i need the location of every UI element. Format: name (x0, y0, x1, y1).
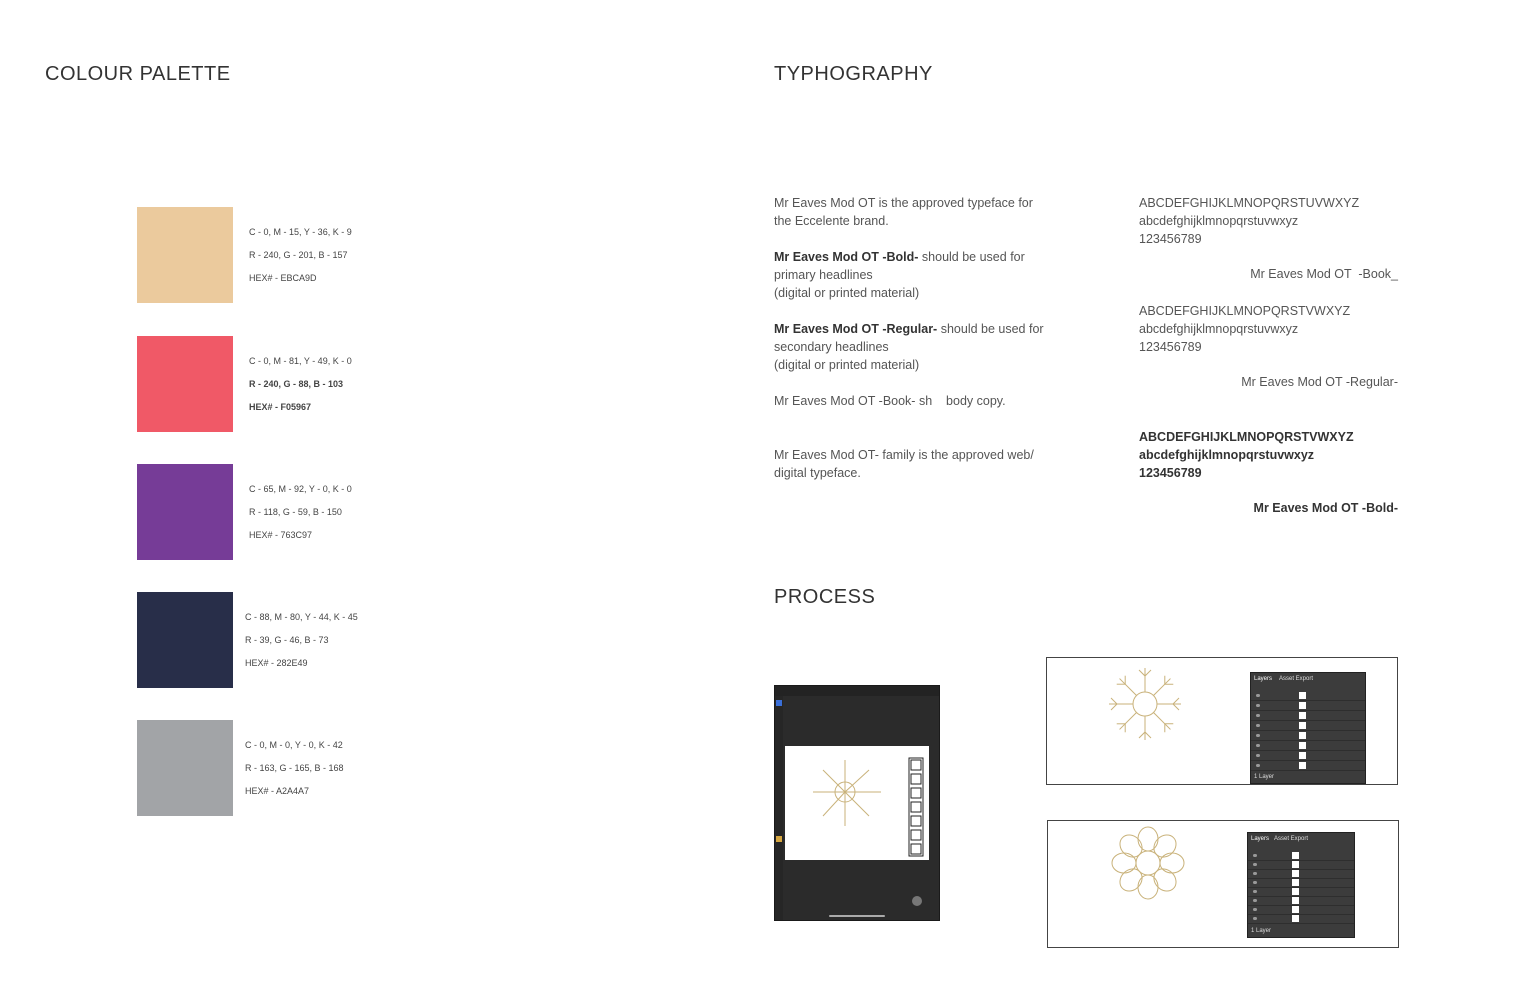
tool-icon (776, 836, 782, 842)
colour-swatch (137, 207, 233, 303)
specimen-label: Mr Eaves Mod OT -Regular- (1241, 375, 1398, 389)
bold-weight-desc: (digital or printed material) (774, 286, 920, 300)
layers-tab: Layers (1254, 676, 1273, 682)
layer-row (1251, 761, 1365, 771)
swatch-rgb: R - 118, G - 59, B - 150 (249, 507, 342, 517)
swatch-rgb: R - 163, G - 165, B - 168 (245, 763, 344, 773)
layer-count: 1 Layer (1251, 928, 1272, 934)
specimen-bold (1139, 428, 1354, 482)
swatch-cmyk: C - 0, M - 0, Y - 0, K - 42 (245, 740, 343, 750)
tablet-canvas (785, 746, 929, 860)
snowflake-sketch-icon (785, 746, 929, 860)
colour-swatch (137, 464, 233, 560)
swatch-hex: HEX# - EBCA9D (249, 273, 317, 283)
bold-weight-name: Mr Eaves Mod OT -Bold- (774, 250, 919, 264)
swatch-hex: HEX# - F05967 (249, 402, 312, 412)
specimen-book (1139, 194, 1359, 248)
specimen-label: Mr Eaves Mod OT -Bold- (1253, 501, 1398, 515)
layer-row (1251, 731, 1365, 741)
swatch-cmyk: C - 0, M - 15, Y - 36, K - 9 (249, 227, 352, 237)
tablet-screenshot (774, 685, 940, 921)
layer-row (1251, 751, 1365, 761)
layers-panel (1250, 672, 1366, 784)
layers-panel (1247, 832, 1355, 938)
layers-tab: Layers (1251, 836, 1270, 842)
web-typeface-line: digital typeface. (774, 466, 861, 480)
layer-count: 1 Layer (1254, 774, 1275, 780)
layer-row (1251, 701, 1365, 711)
specimen-digits: 123456789 (1139, 466, 1202, 480)
flower-pattern-icon (1110, 825, 1186, 901)
swatch-info (245, 734, 344, 803)
specimen-digits: 123456789 (1139, 232, 1202, 246)
swatch-hex: HEX# - A2A4A7 (245, 786, 310, 796)
process-heading: PROCESS (774, 586, 876, 608)
swatch-info (249, 350, 352, 419)
asset-export-tab: Asset Export (1279, 676, 1314, 682)
bold-weight-desc: should be used for (918, 250, 1025, 264)
specimen-label: Mr Eaves Mod OT -Book_ (1250, 267, 1398, 281)
layer-row (1251, 741, 1365, 751)
colour-swatch (137, 592, 233, 688)
process-frame-1 (1046, 657, 1398, 785)
specimen-uppercase: ABCDEFGHIJKLMNOPQRSTVWXYZ (1139, 304, 1351, 318)
snowflake-outline-icon (1103, 662, 1187, 746)
specimen-regular (1139, 302, 1350, 356)
swatch-hex: HEX# - 763C97 (249, 530, 313, 540)
colour-swatch (137, 336, 233, 432)
layer-list (1248, 851, 1354, 929)
tablet-home-bar (829, 915, 885, 917)
asset-export-tab: Asset Export (1274, 836, 1309, 842)
swatch-rgb: R - 39, G - 46, B - 73 (245, 635, 329, 645)
web-typeface-line: Mr Eaves Mod OT- family is the approved web/ (774, 448, 1034, 462)
specimen-uppercase: ABCDEFGHIJKLMNOPQRSTVWXYZ (1139, 430, 1354, 444)
regular-weight-desc: (digital or printed material) (774, 358, 920, 372)
layer-row (1248, 914, 1354, 924)
swatch-rgb: R - 240, G - 201, B - 157 (249, 250, 348, 260)
regular-weight-name: Mr Eaves Mod OT -Regular- (774, 322, 938, 336)
regular-weight-desc: should be used for (937, 322, 1044, 336)
colour-swatch (137, 720, 233, 816)
intro-line: Mr Eaves Mod OT is the approved typeface for (774, 196, 1033, 210)
typography-description (774, 194, 1074, 482)
swatch-cmyk: C - 0, M - 81, Y - 49, K - 0 (249, 356, 352, 366)
regular-weight-desc: secondary headlines (774, 340, 889, 354)
specimen-uppercase: ABCDEFGHIJKLMNOPQRSTUVWXYZ (1139, 196, 1360, 210)
swatch-cmyk: C - 88, M - 80, Y - 44, K - 45 (245, 612, 358, 622)
colour-palette-heading: COLOUR PALETTE (45, 63, 231, 85)
swatch-hex: HEX# - 282E49 (245, 658, 308, 668)
specimen-lowercase: abcdefghijklmnopqrstuvwxyz (1139, 214, 1299, 228)
swatch-rgb: R - 240, G - 88, B - 103 (249, 379, 344, 389)
tablet-tool-strip (775, 696, 783, 920)
specimen-digits: 123456789 (1139, 340, 1202, 354)
swatch-info (249, 221, 352, 290)
layer-row (1251, 691, 1365, 701)
process-frame-2 (1047, 820, 1399, 948)
layer-row (1251, 711, 1365, 721)
tablet-toolbar (775, 686, 939, 696)
specimen-lowercase: abcdefghijklmnopqrstuvwxyz (1139, 322, 1299, 336)
tablet-color-button (912, 896, 922, 906)
bold-weight-desc: primary headlines (774, 268, 873, 282)
intro-line: the Eccelente brand. (774, 214, 889, 228)
specimen-lowercase: abcdefghijklmnopqrstuvwxyz (1139, 448, 1315, 462)
swatch-cmyk: C - 65, M - 92, Y - 0, K - 0 (249, 484, 352, 494)
layer-row (1251, 721, 1365, 731)
swatch-info (245, 606, 358, 675)
layer-list (1251, 691, 1365, 775)
swatch-info (249, 478, 352, 547)
book-weight-line: Mr Eaves Mod OT -Book- sh body copy. (774, 394, 1006, 408)
typography-heading: TYPHOGRAPHY (774, 63, 933, 85)
tool-icon (776, 700, 782, 706)
